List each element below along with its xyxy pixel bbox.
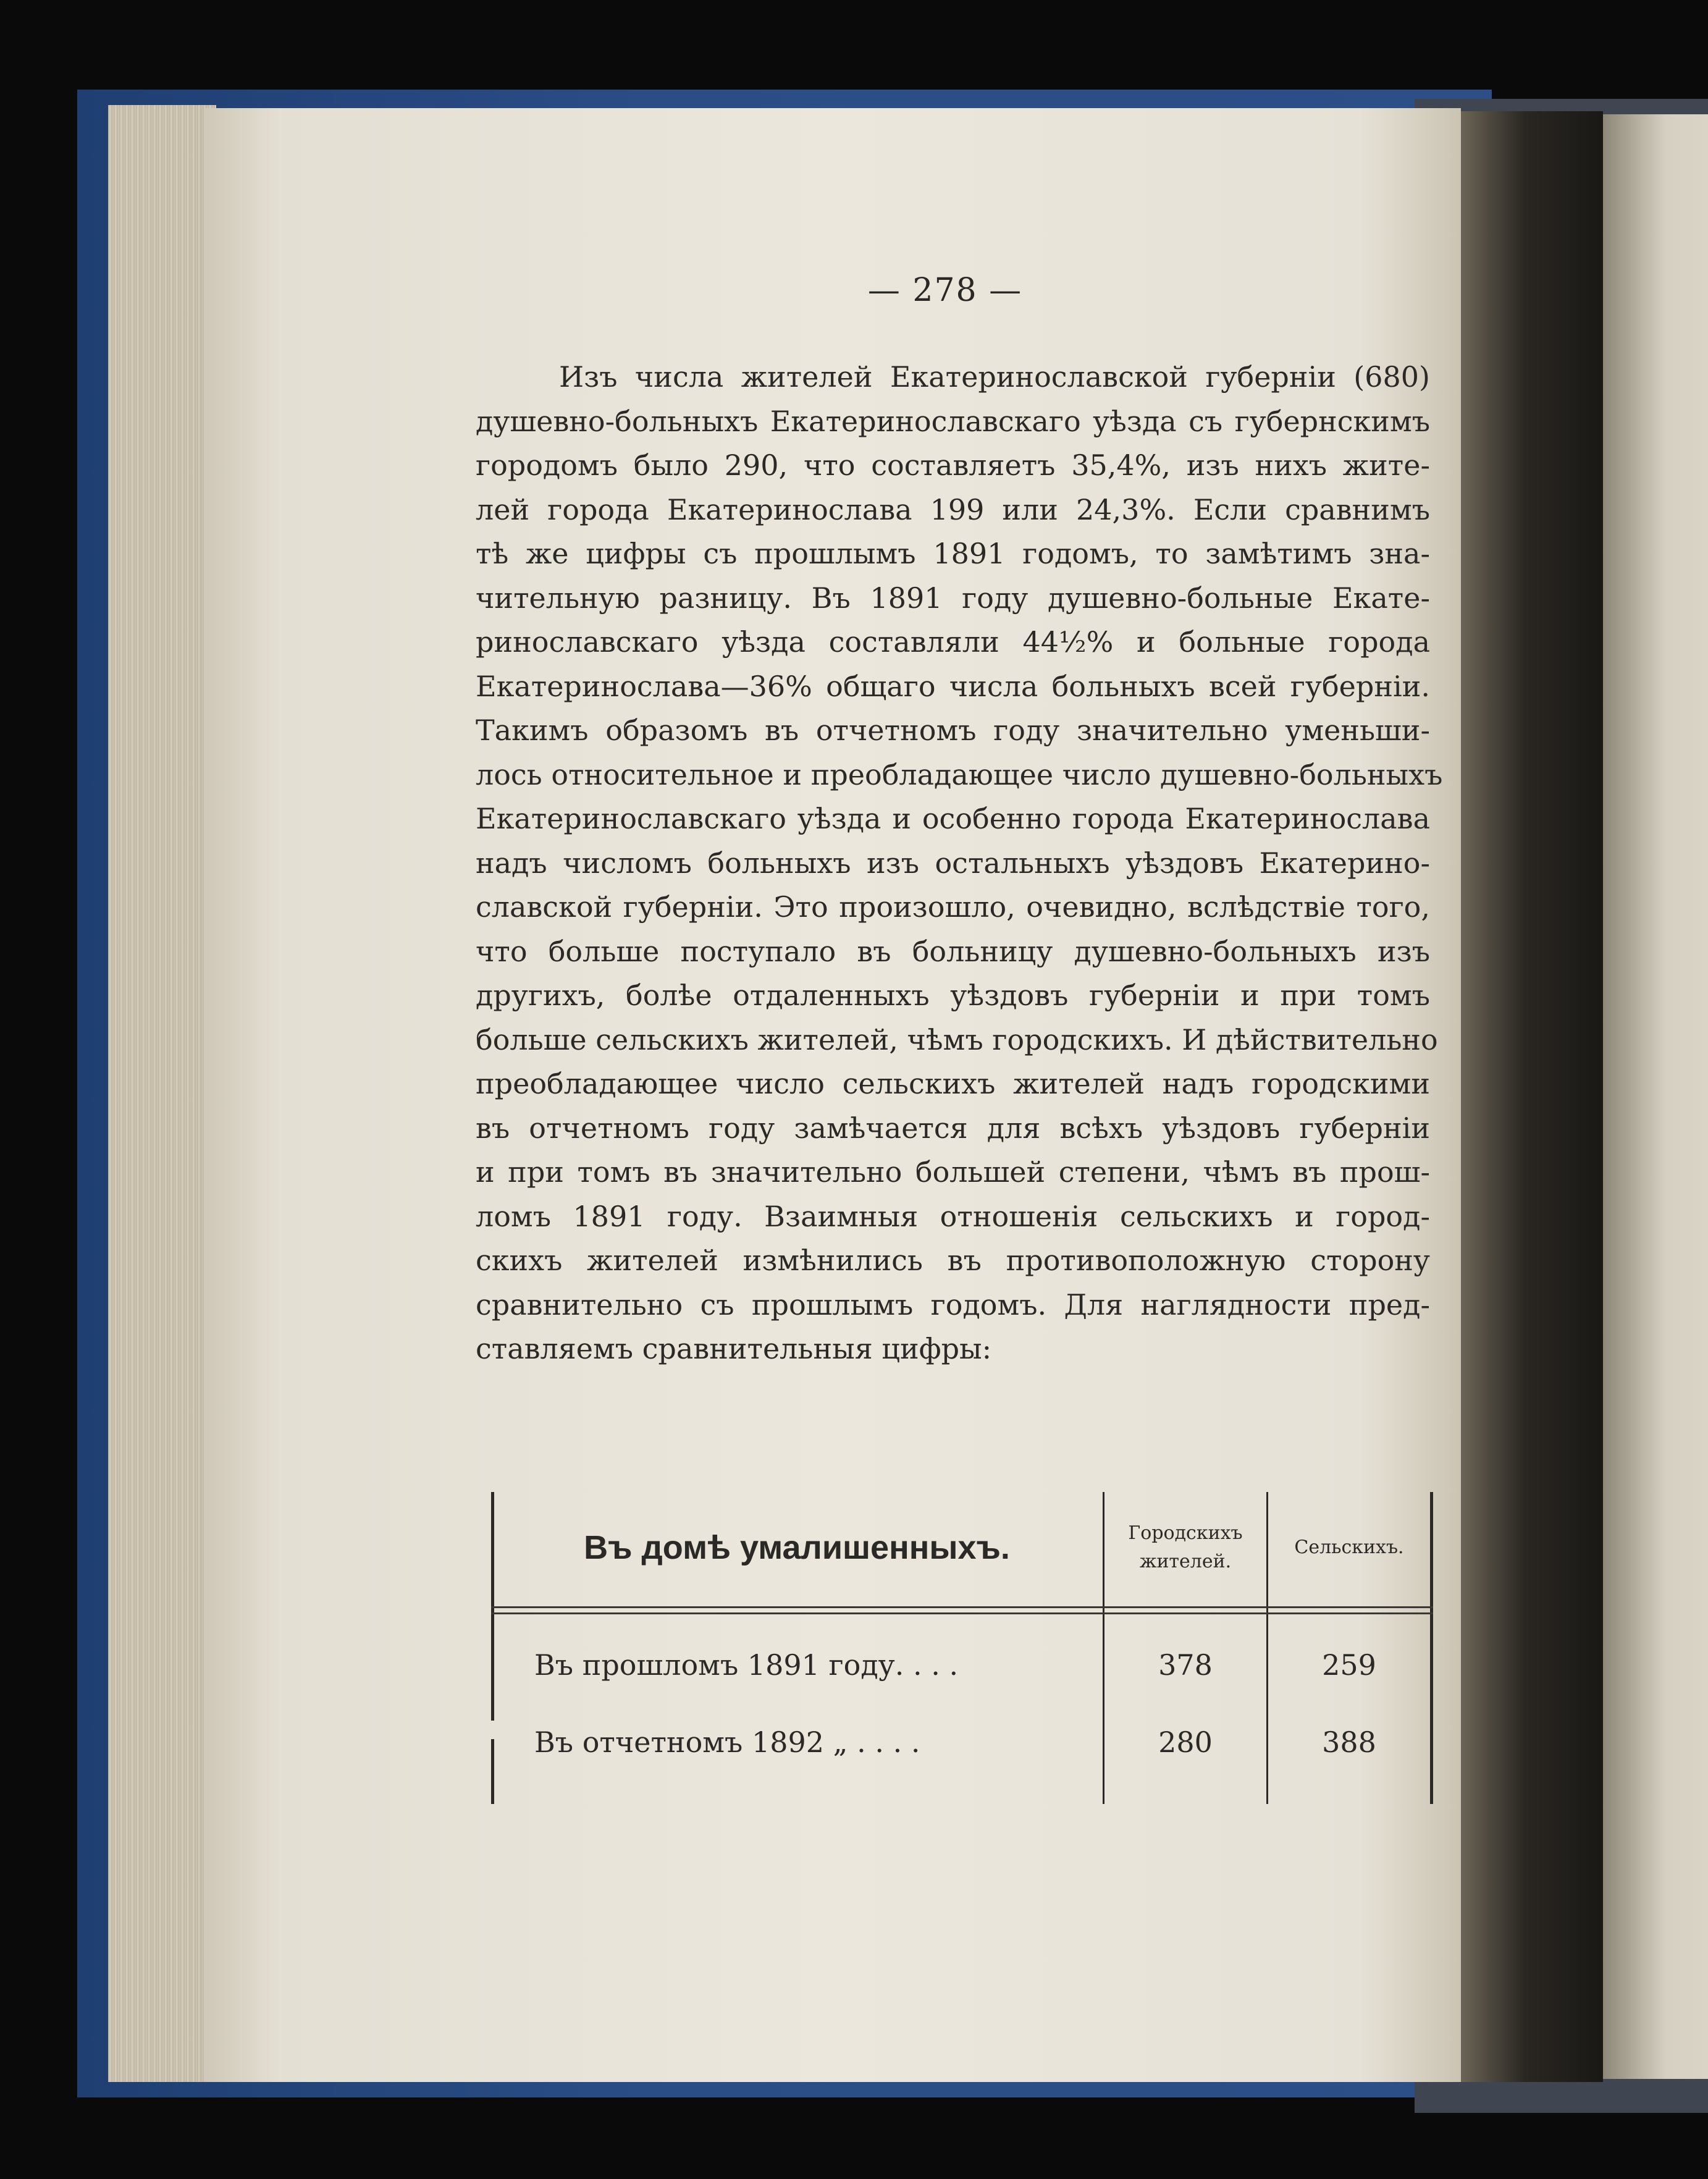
text-line: тѣ же цифры съ прошлымъ 1891 годомъ, то замѣтимъ зна- [476,537,1430,570]
table-header-rule [491,1606,1433,1608]
text-line: Екатеринослава—36% общаго числа больныхъ всей губерніи. [476,669,1430,703]
table-header-city-line1: Городскихъ [1128,1522,1243,1544]
text-line: ринославскаго уѣзда составляли 44½% и больные города [476,625,1430,659]
text-line: больше сельскихъ жителей, чѣмъ городскихъ. И дѣйствительно [476,1022,1438,1056]
text-line: и при томъ въ значительно большей степени, чѣмъ въ прош- [476,1155,1430,1189]
table-row-label: Въ прошломъ 1891 году. . . . [534,1648,959,1682]
text-line: лей города Екатеринослава 199 или 24,3%. Если сравнимъ [476,492,1430,526]
text-line: ломъ 1891 году. Взаимныя отношенія сельскихъ и город- [476,1199,1430,1233]
text-line: сравнительно съ прошлымъ годомъ. Для наглядности пред- [476,1288,1430,1321]
table-cell-city: 280 [1158,1726,1213,1759]
text-line: лось относительное и преобладающее число душевно-больныхъ [476,757,1443,791]
table-header-rural: Сельскихъ. [1294,1536,1404,1558]
table-row-label: Въ отчетномъ 1892 „ . . . . [534,1726,920,1759]
page-edges [108,105,216,2082]
text-line: преобладающее число сельскихъ жителей надъ городскими [476,1067,1430,1100]
text-line: славской губерніи. Это произошло, очевидно, вслѣдствіе того, [476,890,1430,924]
table-header-city-line2: жителей. [1139,1551,1232,1572]
text-line: въ отчетномъ году замѣчается для всѣхъ уѣздовъ губерніи [476,1111,1430,1145]
text-line: Такимъ образомъ въ отчетномъ году значительно уменьши- [476,714,1430,747]
text-line: Екатеринославскаго уѣзда и особенно города Екатеринослава [476,802,1430,835]
text-line: чительную разницу. Въ 1891 году душевно-больные Екате- [476,581,1430,615]
body-paragraph [476,355,1443,1372]
book-gutter [1461,111,1603,2082]
table-header-rule [491,1612,1433,1614]
table-cell-city: 378 [1158,1648,1213,1682]
table-cell-rural: 259 [1322,1648,1376,1682]
page-number: — 278 — [867,272,1023,309]
table-border-left-lower [491,1739,494,1804]
table-cell-rural: 388 [1322,1726,1376,1759]
table-border-right [1430,1492,1433,1804]
table-header-city [1104,1492,1266,1603]
text-line: городомъ было 290, что составляетъ 35,4%, изъ нихъ жите- [476,449,1430,482]
text-line: ставляемъ сравнительныя цифры: [476,1332,992,1365]
next-page-edge [1603,114,1708,2079]
text-line: что больше поступало въ больницу душевно-больныхъ изъ [476,934,1430,968]
text-line: другихъ, болѣе отдаленныхъ уѣздовъ губерніи и при томъ [476,979,1430,1012]
text-line: надъ числомъ больныхъ изъ остальныхъ уѣздовъ Екатерино- [476,846,1430,880]
text-line: скихъ жителей измѣнились въ противоположную сторону [476,1244,1430,1277]
comparison-table [491,1492,1433,1804]
text-line: Изъ числа жителей Екатеринославской губерніи (680) [559,360,1430,394]
table-header-main: Въ домѣ умалишенныхъ. [584,1529,1010,1566]
text-line: душевно-больныхъ Екатеринославскаго уѣзда съ губернскимъ [476,404,1430,438]
